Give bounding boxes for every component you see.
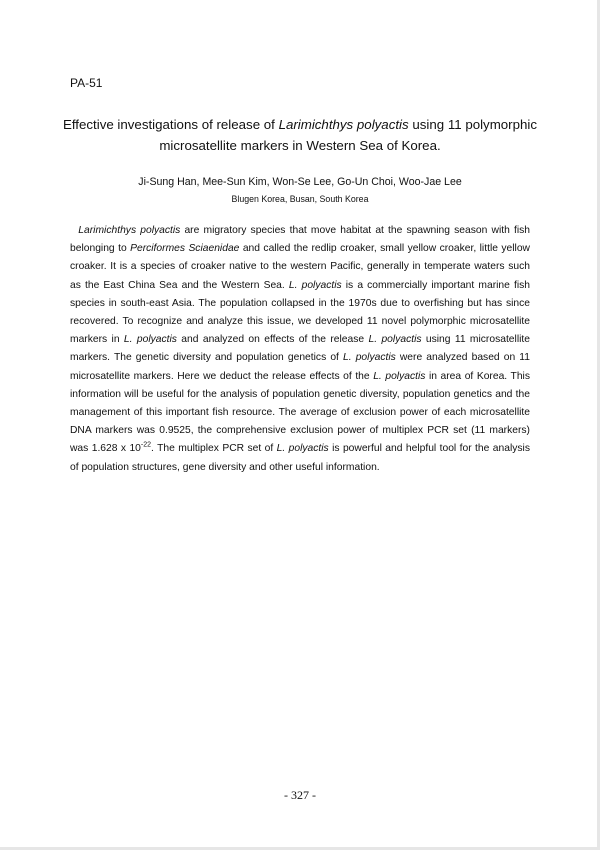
abstract-species-term: L. polyactis — [276, 443, 329, 455]
abstract-segment: were analyzed based on 11 microsatellite markers. Here we deduct the release effects of the — [70, 352, 530, 382]
author-list: Ji-Sung Han, Mee-Sun Kim, Won-Se Lee, Go-Un Choi, Woo-Jae Lee — [138, 176, 462, 188]
abstract-species-term: L. polyactis — [368, 334, 422, 346]
abstract-segment: is a commercially important marine fish species in south-east Asia. The population collapsed in the 1970s due to overfishing but has since recovered. To recognize and analyze this issue, we developed 11 novel polymorphic microsatellite markers in — [70, 279, 530, 346]
poster-code: PA-51 — [70, 76, 103, 90]
abstract-segment: and analyzed on effects of the release — [176, 334, 369, 346]
abstract-text — [70, 222, 530, 477]
abstract-taxon-term: Perciformes Sciaenidae — [130, 243, 240, 255]
abstract-species-term: Larimichthys polyactis — [78, 225, 181, 236]
page-number: - 327 - — [284, 788, 316, 802]
title-species: Larimichthys polyactis — [278, 117, 409, 132]
abstract-species-term: L. polyactis — [123, 334, 177, 346]
abstract-segment: . The multiplex PCR set of — [151, 443, 277, 455]
abstract-species-term: L. polyactis — [373, 370, 426, 382]
abstract-species-term: L. polyactis — [343, 352, 396, 364]
abstract-segment: in area of Korea. This information will be useful for the analysis of population genetic diversity, population genetics and the management of this important fish resource. The average of exclusion power of each microsatellite DNA markers was 0.9525, the comprehensive exclusion power of multiplex PCR set (11 markers) was 1.628 x 10 — [70, 370, 530, 455]
abstract-segment: using 11 microsatellite markers. The genetic diversity and population genetics of — [70, 334, 530, 364]
abstract-segment: are migratory species that move habitat at the spawning season with fish belonging to — [70, 225, 530, 255]
exponent: -22 — [140, 442, 152, 450]
abstract-segment: and called the redlip croaker, small yellow croaker, little yellow croaker. It is a species of croaker native to the western Pacific, generally in temperate waters such as the East China Sea and the Western Sea. — [70, 243, 530, 291]
title-part1: Effective investigations of release of — [62, 117, 279, 132]
title-part2: using 11 polymorphic microsatellite markers in Western Sea of Korea. — [159, 117, 537, 153]
affiliation: Blugen Korea, Busan, South Korea — [231, 194, 369, 204]
abstract-species-term: L. polyactis — [288, 279, 342, 291]
paper-title — [60, 114, 540, 156]
abstract-segment: is powerful and helpful tool for the analysis of population structures, gene diversity and other useful information. — [70, 443, 530, 473]
